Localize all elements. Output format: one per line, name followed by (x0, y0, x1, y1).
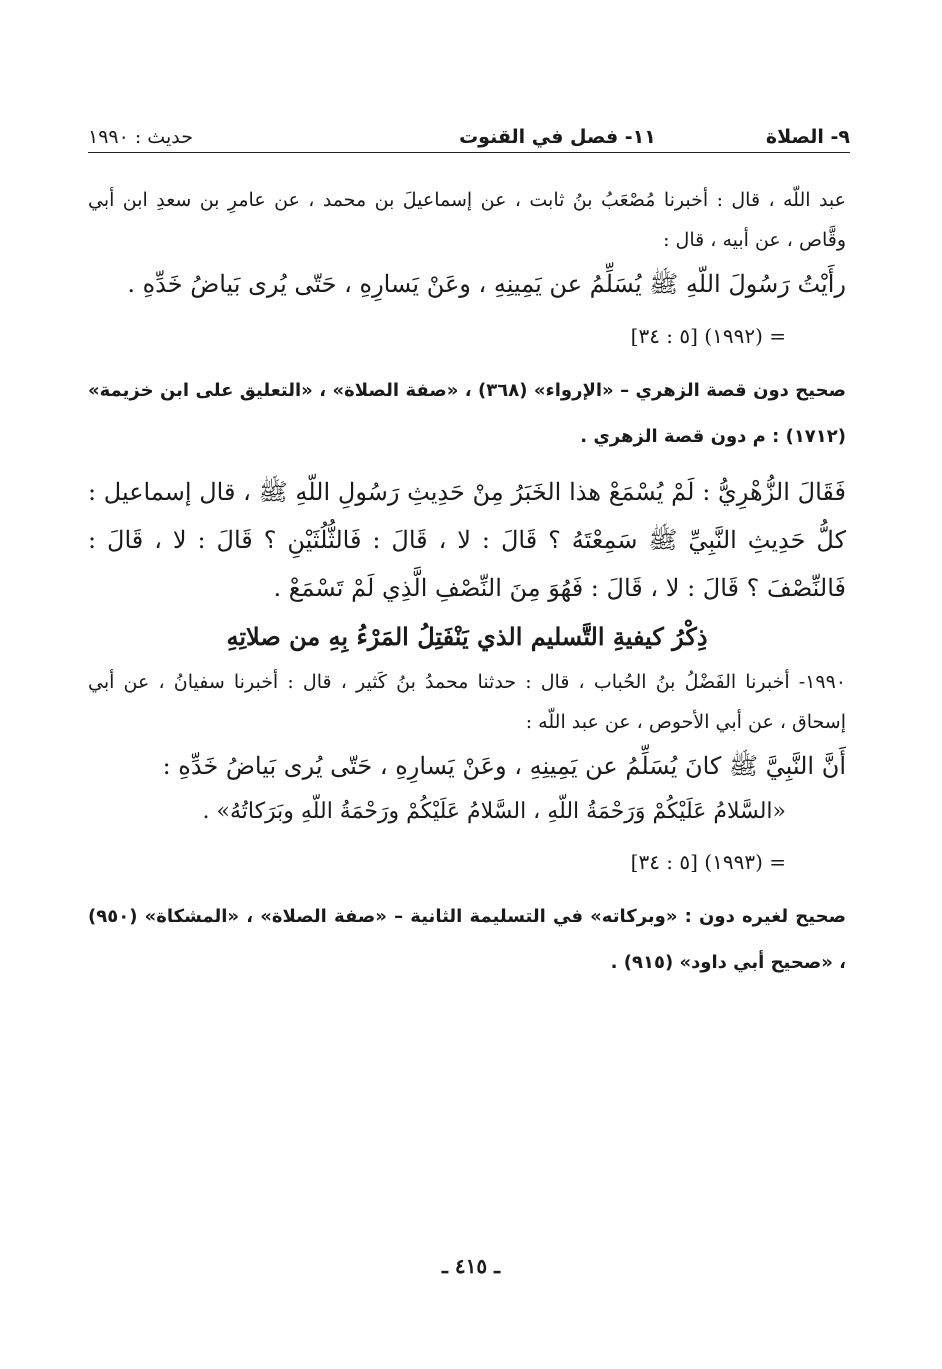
hadith-text-2: فَقَالَ الزُّهْرِيُّ : لَمْ يُسْمَعْ هذا الخَبَرُ مِنْ حَدِيثِ رَسُولِ اللّهِ ﷺ ، قال إسماعيل : كلُّ حَدِيثِ النَّبِيِّ ﷺ سَمِعْتَهُ ؟ قَالَ : لا ، قَالَ : فَالثُّلُثَيْنِ ؟ قَالَ : لا ، قَالَ : فَالنِّصْفَ ؟ قَالَ : لا ، قَالَ : فَهُوَ مِنَ النِّصْفِ الَّذِي لَمْ تَسْمَعْ . (88, 478, 846, 602)
header-titles (459, 126, 850, 148)
grading-2: صحيح لغيره دون : «وبركاته» في التسليمة الثانية – «صفة الصلاة» ، «المشكاة» (٩٥٠) ، «صحيح أبي داود» (٩١٥) . (88, 906, 846, 973)
reference-1: = (١٩٩٢) [٥ : ٣٤] (630, 324, 786, 348)
hadith-text-3: أَنَّ النَّبِيَّ ﷺ كانَ يُسَلِّمُ عن يَمِينِهِ ، وعَنْ يَسارِهِ ، حَتّى يُرى بَياضُ خَدِّهِ : (162, 752, 846, 780)
chapter-title: ٩- الصلاة (765, 126, 850, 148)
grading-1: صحيح دون قصة الزهري – «الإرواء» (٣٦٨) ، «صفة الصلاة» ، «التعليق على ابن خزيمة» (١٧١٢) : م دون قصة الزهري . (88, 380, 846, 447)
hadith-number-header: حديث : ١٩٩٠ (88, 126, 193, 148)
running-header (88, 108, 850, 153)
reference-2: = (١٩٩٣) [٥ : ٣٤] (630, 850, 786, 874)
section-heading: ذِكْرُ كيفيةِ التَّسليم الذي يَنْفَتِلُ المَرْءُ بِهِ من صلاتِهِ (226, 622, 708, 651)
isnad-paragraph-1: عبد اللّه ، قال : أخبرنا مُصْعَبُ بنُ ثابت ، عن إسماعيلَ بن محمد ، عن عامرِ بن سعدِ ابن أبي وقَّاص ، عن أبيه ، قال : (88, 189, 846, 251)
page-number: ـ ٤١٥ ـ (442, 1254, 500, 1278)
quoted-salam: «السَّلامُ عَلَيْكُمْ وَرَحْمَةُ اللّهِ ، السَّلامُ عَلَيْكُمْ ورَحْمَةُ اللّهِ وبَرَكاتُهُ» . (202, 799, 786, 824)
section-title: ١١- فصل في القنوت (459, 126, 656, 148)
hadith-text-1: رأَيْتُ رَسُولَ اللّهِ ﷺ يُسَلِّمُ عن يَمِينِهِ ، وعَنْ يَسارِهِ ، حَتّى يُرى بَياضُ خَدِّهِ . (127, 270, 846, 298)
isnad-paragraph-2: ١٩٩٠- أخبرنا الفَضْلُ بنُ الحُباب ، قال : حدثنا محمدُ بنُ كَثير ، قال : أخبرنا سفيانُ ، عن أبي إسحاق ، عن أبي الأحوص ، عن عبد اللّه : (88, 671, 846, 733)
page-body (88, 180, 846, 994)
